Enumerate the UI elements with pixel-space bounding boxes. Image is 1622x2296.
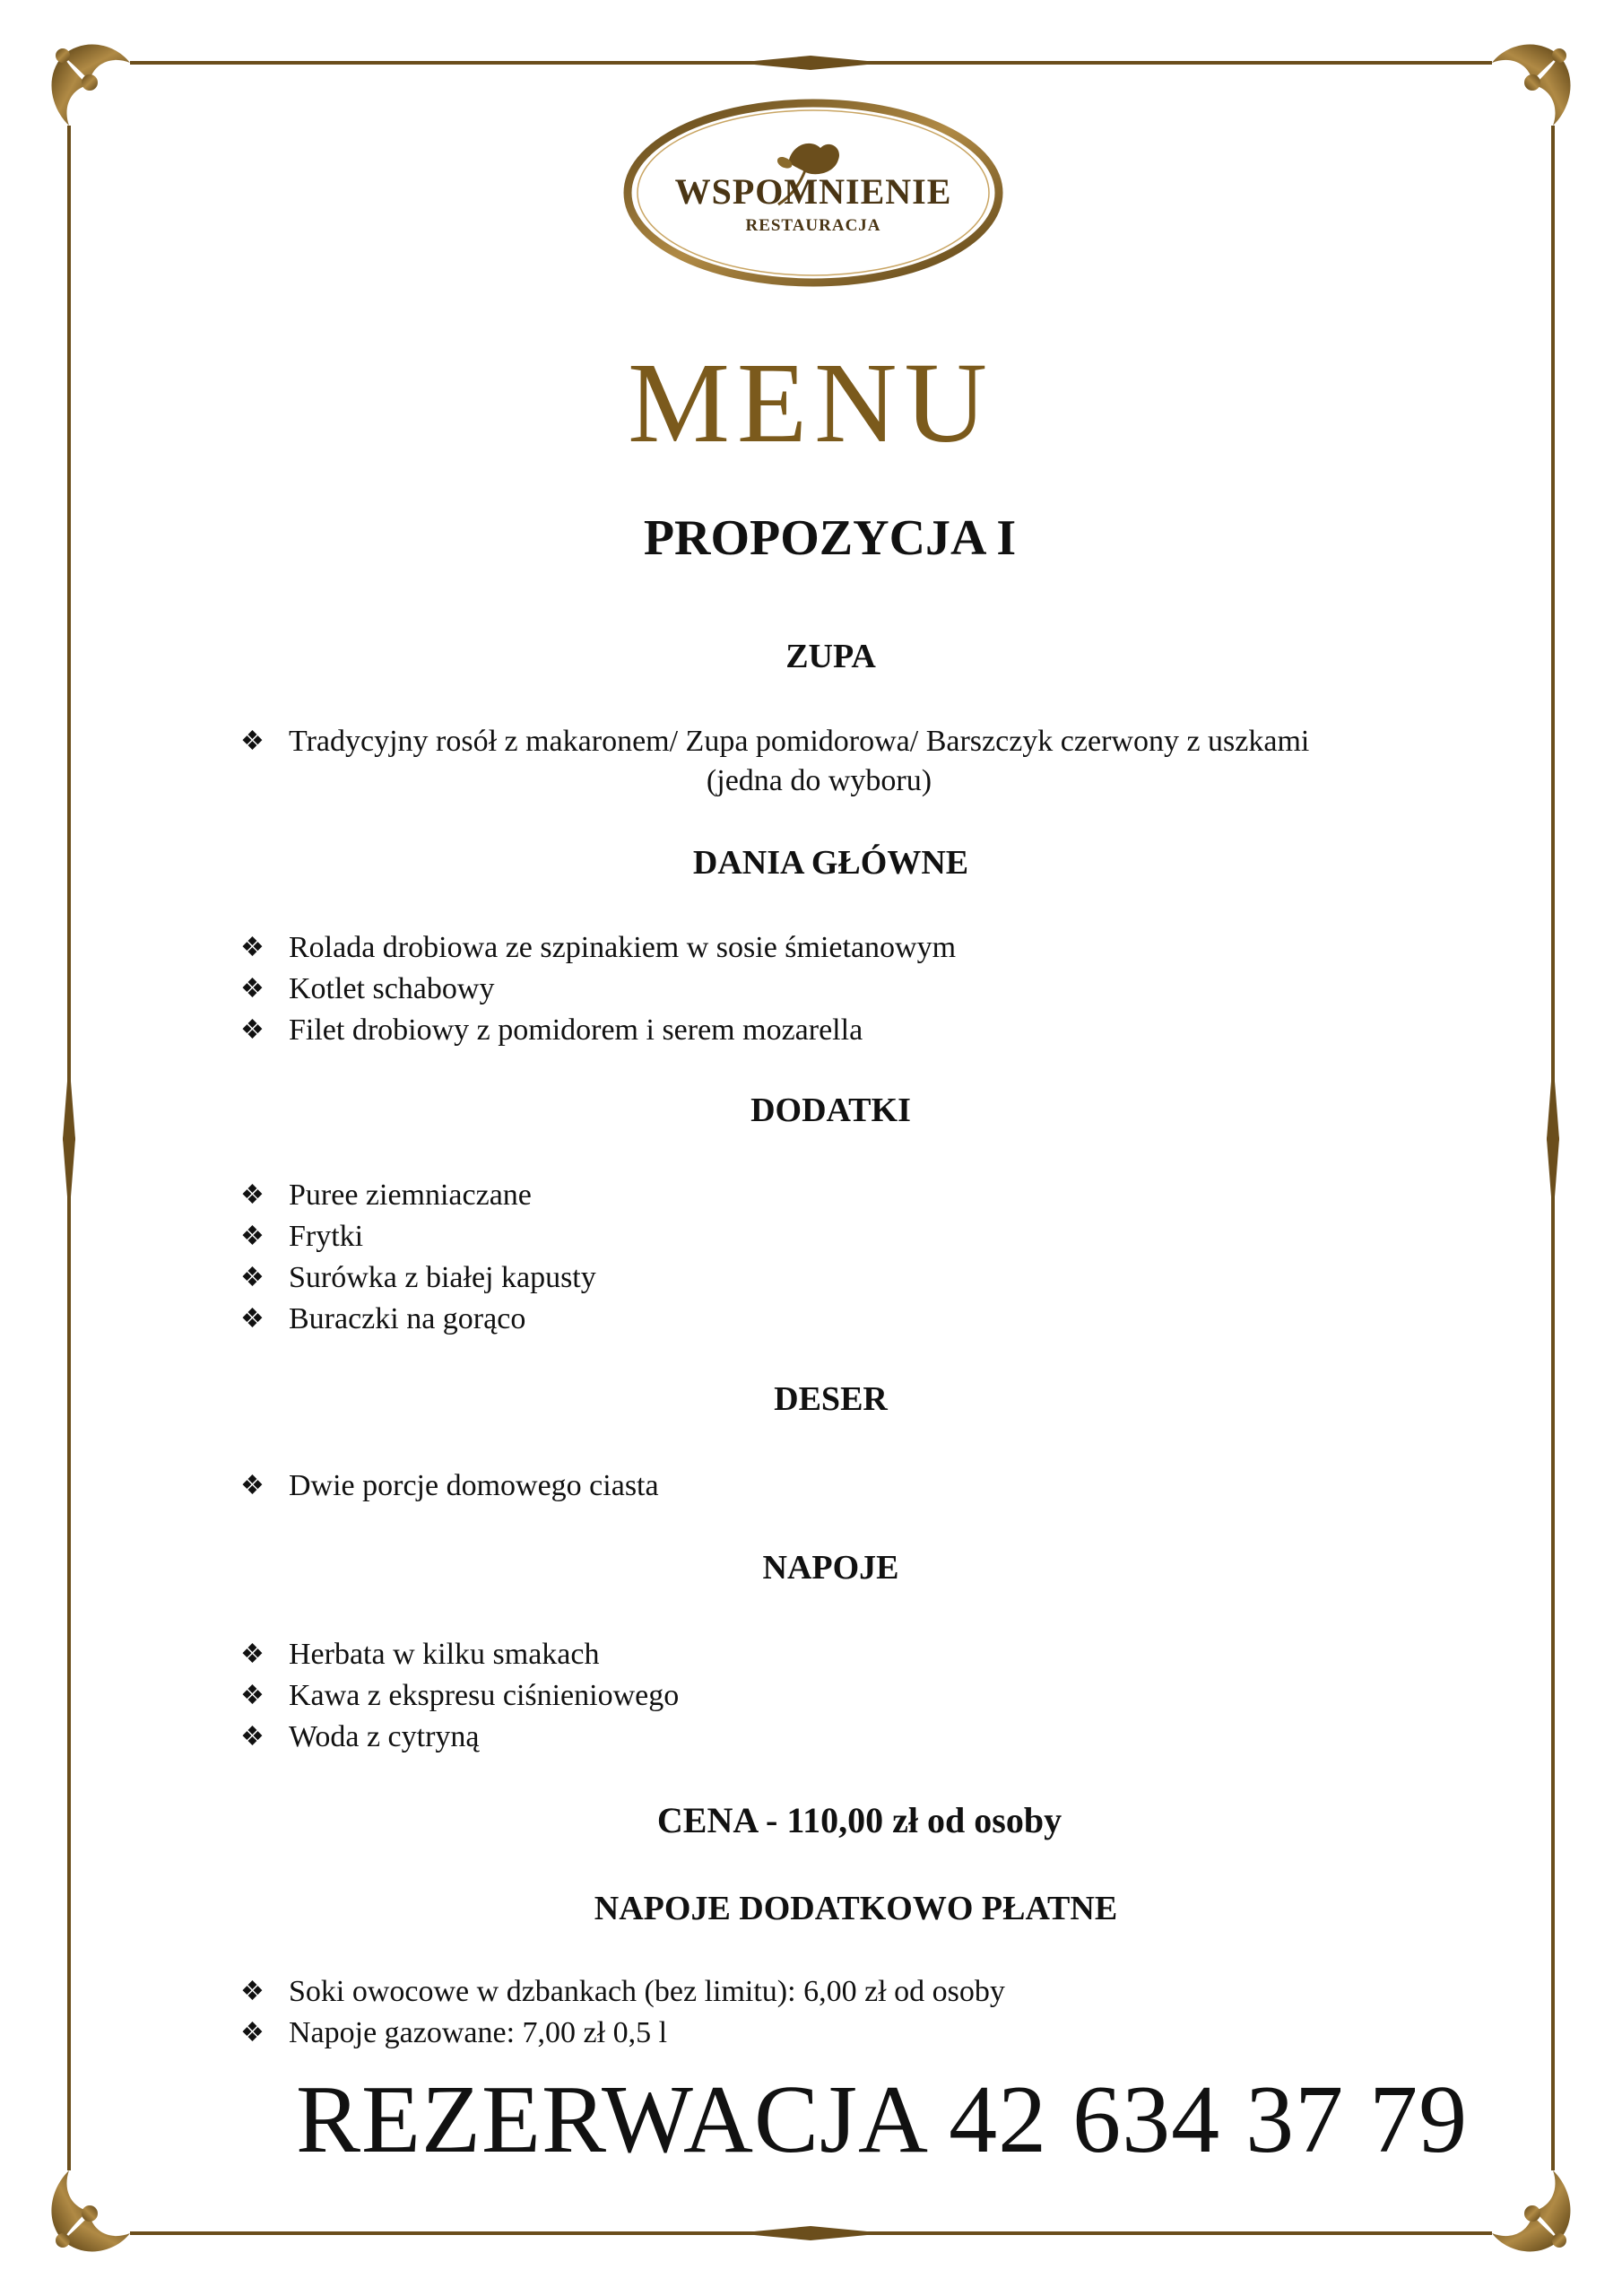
section-heading-deser: DESER <box>774 1380 888 1418</box>
list-item: ❖ Napoje gazowane: 7,00 zł 0,5 l <box>240 2013 1005 2054</box>
list-item: ❖ Buraczki na gorąco <box>240 1299 596 1340</box>
dania-list <box>240 927 956 1051</box>
zupa-note: (jedna do wyboru) <box>706 764 932 797</box>
logo-name: WSPOMNIENIE <box>674 171 952 212</box>
diamond-bullet-icon: ❖ <box>240 1639 265 1669</box>
price-label: CENA - 110,00 zł od osoby <box>656 1800 1063 1840</box>
corner-ornament-icon <box>51 45 130 126</box>
reservation-phone: REZERWACJA 42 634 37 79 <box>296 2066 1469 2173</box>
deser-list <box>240 1465 659 1507</box>
diamond-bullet-icon: ❖ <box>240 2018 265 2048</box>
list-item: ❖ Dwie porcje domowego ciasta <box>240 1465 659 1507</box>
list-item: ❖ Frytki <box>240 1216 596 1257</box>
diamond-bullet-icon: ❖ <box>240 974 265 1004</box>
section-heading-napoje: NAPOJE <box>762 1549 899 1587</box>
napoje-list <box>240 1634 679 1758</box>
list-item: ❖ Herbata w kilku smakach <box>240 1634 679 1675</box>
logo <box>620 170 1006 236</box>
diamond-bullet-icon: ❖ <box>240 1180 265 1210</box>
diamond-bullet-icon: ❖ <box>240 726 265 756</box>
section-heading-dania: DANIA GŁÓWNE <box>692 844 969 882</box>
diamond-bullet-icon: ❖ <box>240 933 265 962</box>
list-item: ❖ Kawa z ekspresu ciśnieniowego <box>240 1675 679 1717</box>
list-item: ❖ Puree ziemniaczane <box>240 1175 596 1216</box>
list-item: ❖ Kotlet schabowy <box>240 969 956 1010</box>
list-item: ❖ Soki owocowe w dzbankach (bez limitu): 6,00 zł od osoby <box>240 1971 1005 2013</box>
diamond-bullet-icon: ❖ <box>240 1304 265 1334</box>
menu-title: MENU <box>628 339 994 466</box>
zupa-list <box>240 721 1309 762</box>
section-heading-extra-drinks: NAPOJE DODATKOWO PŁATNE <box>594 1890 1118 1927</box>
section-heading-dodatki: DODATKI <box>750 1091 911 1129</box>
list-item: ❖ Rolada drobiowa ze szpinakiem w sosie śmietanowym <box>240 927 956 969</box>
section-heading-zupa: ZUPA <box>785 638 876 675</box>
list-item: ❖ Filet drobiowy z pomidorem i serem mozarella <box>240 1010 956 1051</box>
diamond-bullet-icon: ❖ <box>240 1722 265 1752</box>
diamond-bullet-icon: ❖ <box>240 1015 265 1045</box>
proposal-title: PROPOZYCJA I <box>643 510 1017 566</box>
diamond-bullet-icon: ❖ <box>240 1681 265 1710</box>
list-item: ❖ Surówka z białej kapusty <box>240 1257 596 1299</box>
logo-subtitle: RESTAURACJA <box>745 216 881 235</box>
list-item: ❖ Woda z cytryną <box>240 1717 679 1758</box>
list-item: ❖ Tradycyjny rosół z makaronem/ Zupa pomidorowa/ Barszczyk czerwony z uszkami <box>240 721 1309 762</box>
diamond-bullet-icon: ❖ <box>240 1222 265 1251</box>
diamond-bullet-icon: ❖ <box>240 1977 265 2006</box>
diamond-bullet-icon: ❖ <box>240 1263 265 1292</box>
extra-drinks-list <box>240 1971 1005 2054</box>
diamond-bullet-icon: ❖ <box>240 1471 265 1500</box>
dodatki-list <box>240 1175 596 1340</box>
